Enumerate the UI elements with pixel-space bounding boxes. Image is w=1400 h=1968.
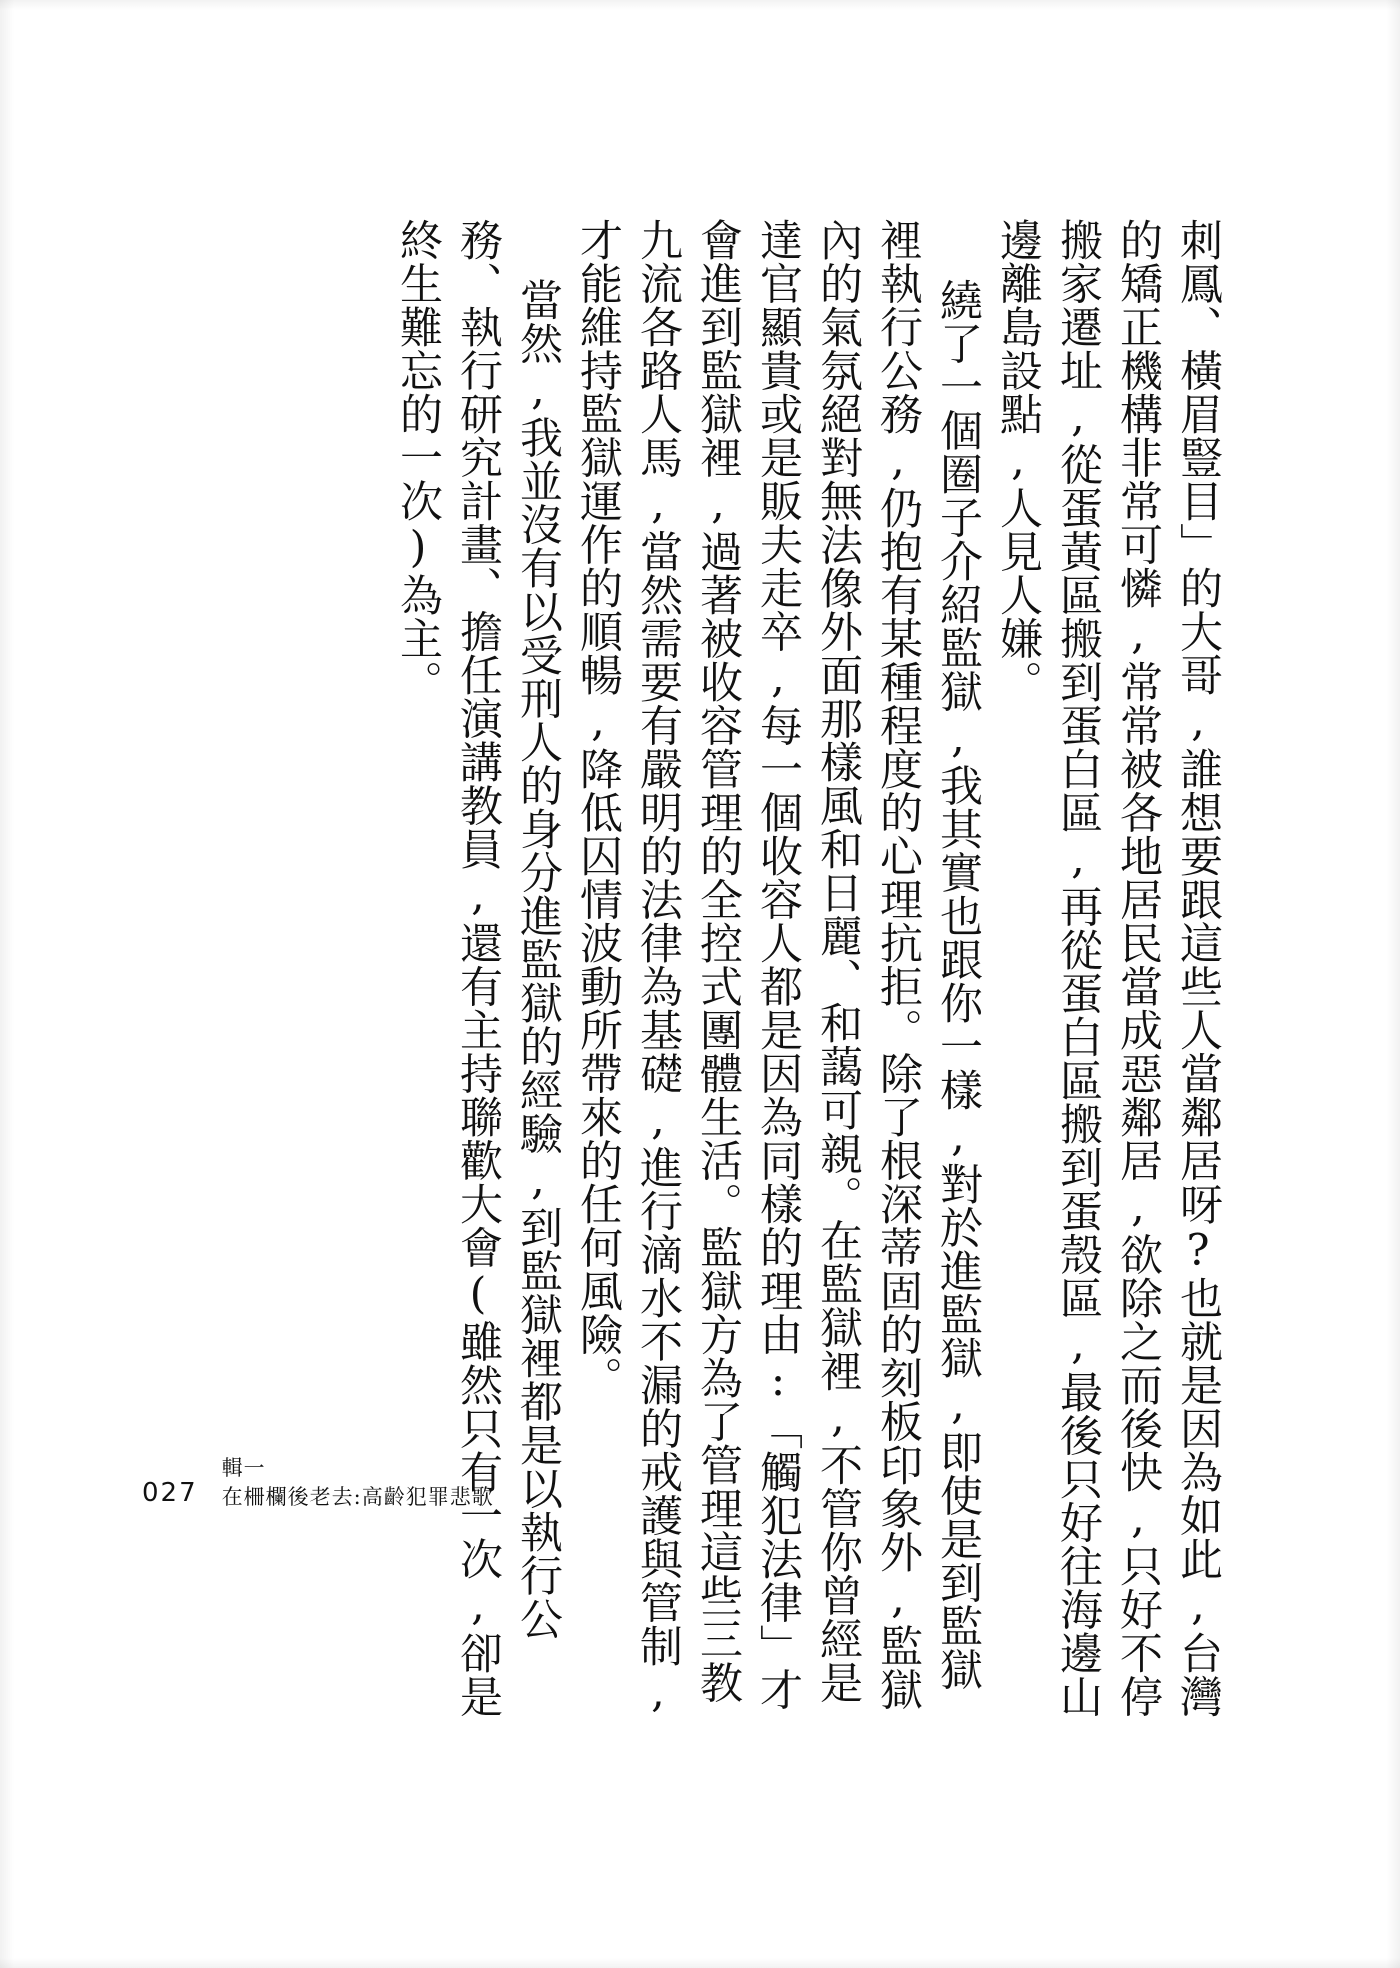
text-column: 的矯正機構非常可憐,常常被各地居民當成惡鄰居,欲除之而後快,只好不停 [1113, 218, 1163, 1718]
text-column: 終生難忘的一次)為主。 [393, 218, 443, 704]
page-edge-shading-bottom [0, 1958, 1400, 1968]
running-foot-section: 輯一 [221, 1455, 266, 1480]
text-column: 達官顯貴或是販夫走卒,每一個收容人都是因為同樣的理由:「觸犯法律」才 [753, 218, 803, 1711]
text-column: 九流各路人馬,當然需要有嚴明的法律為基礎,進行滴水不漏的戒護與管制, [633, 218, 683, 1718]
page-edge-shading-top [0, 0, 1400, 10]
folio-number: 027 [142, 1478, 198, 1508]
text-column: 邊離島設點,人見人嫌。 [993, 218, 1043, 704]
body-text-block [388, 218, 1228, 1718]
text-column: 當然,我並沒有以受刑人的身分進監獄的經驗,到監獄裡都是以執行公 [513, 278, 563, 1641]
text-column: 繞了一個圈子介紹監獄,我其實也跟你一樣,對於進監獄,即使是到監獄 [933, 278, 983, 1691]
running-foot-chapter-title: 在柵欄後老去:高齡犯罪悲歌 [221, 1484, 494, 1509]
text-column: 裡執行公務,仍抱有某種程度的心理抗拒。除了根深蒂固的刻板印象外,監獄 [873, 218, 923, 1711]
text-column: 務、執行研究計畫、擔任演講教員,還有主持聯歡大會(雖然只有一次,卻是 [453, 218, 503, 1718]
text-column: 會進到監獄裡,過著被收容管理的全控式團體生活。監獄方為了管理這些三教 [693, 218, 743, 1704]
page-footer [142, 1457, 494, 1508]
text-column: 搬家遷址,從蛋黃區搬到蛋白區,再從蛋白區搬到蛋殼區,最後只好往海邊山 [1053, 218, 1103, 1718]
text-column: 刺鳳、橫眉豎目」的大哥,誰想要跟這些人當鄰居呀?也就是因為如此,台灣 [1173, 218, 1223, 1718]
page-edge-shading-left [0, 0, 14, 1968]
running-foot [222, 1457, 494, 1508]
text-column: 內的氣氛絕對無法像外面那樣風和日麗、和藹可親。在監獄裡,不管你曾經是 [813, 218, 863, 1704]
page-edge-shading-right [1386, 0, 1400, 1968]
text-column: 才能維持監獄運作的順暢,降低囚情波動所帶來的任何風險。 [573, 218, 623, 1400]
